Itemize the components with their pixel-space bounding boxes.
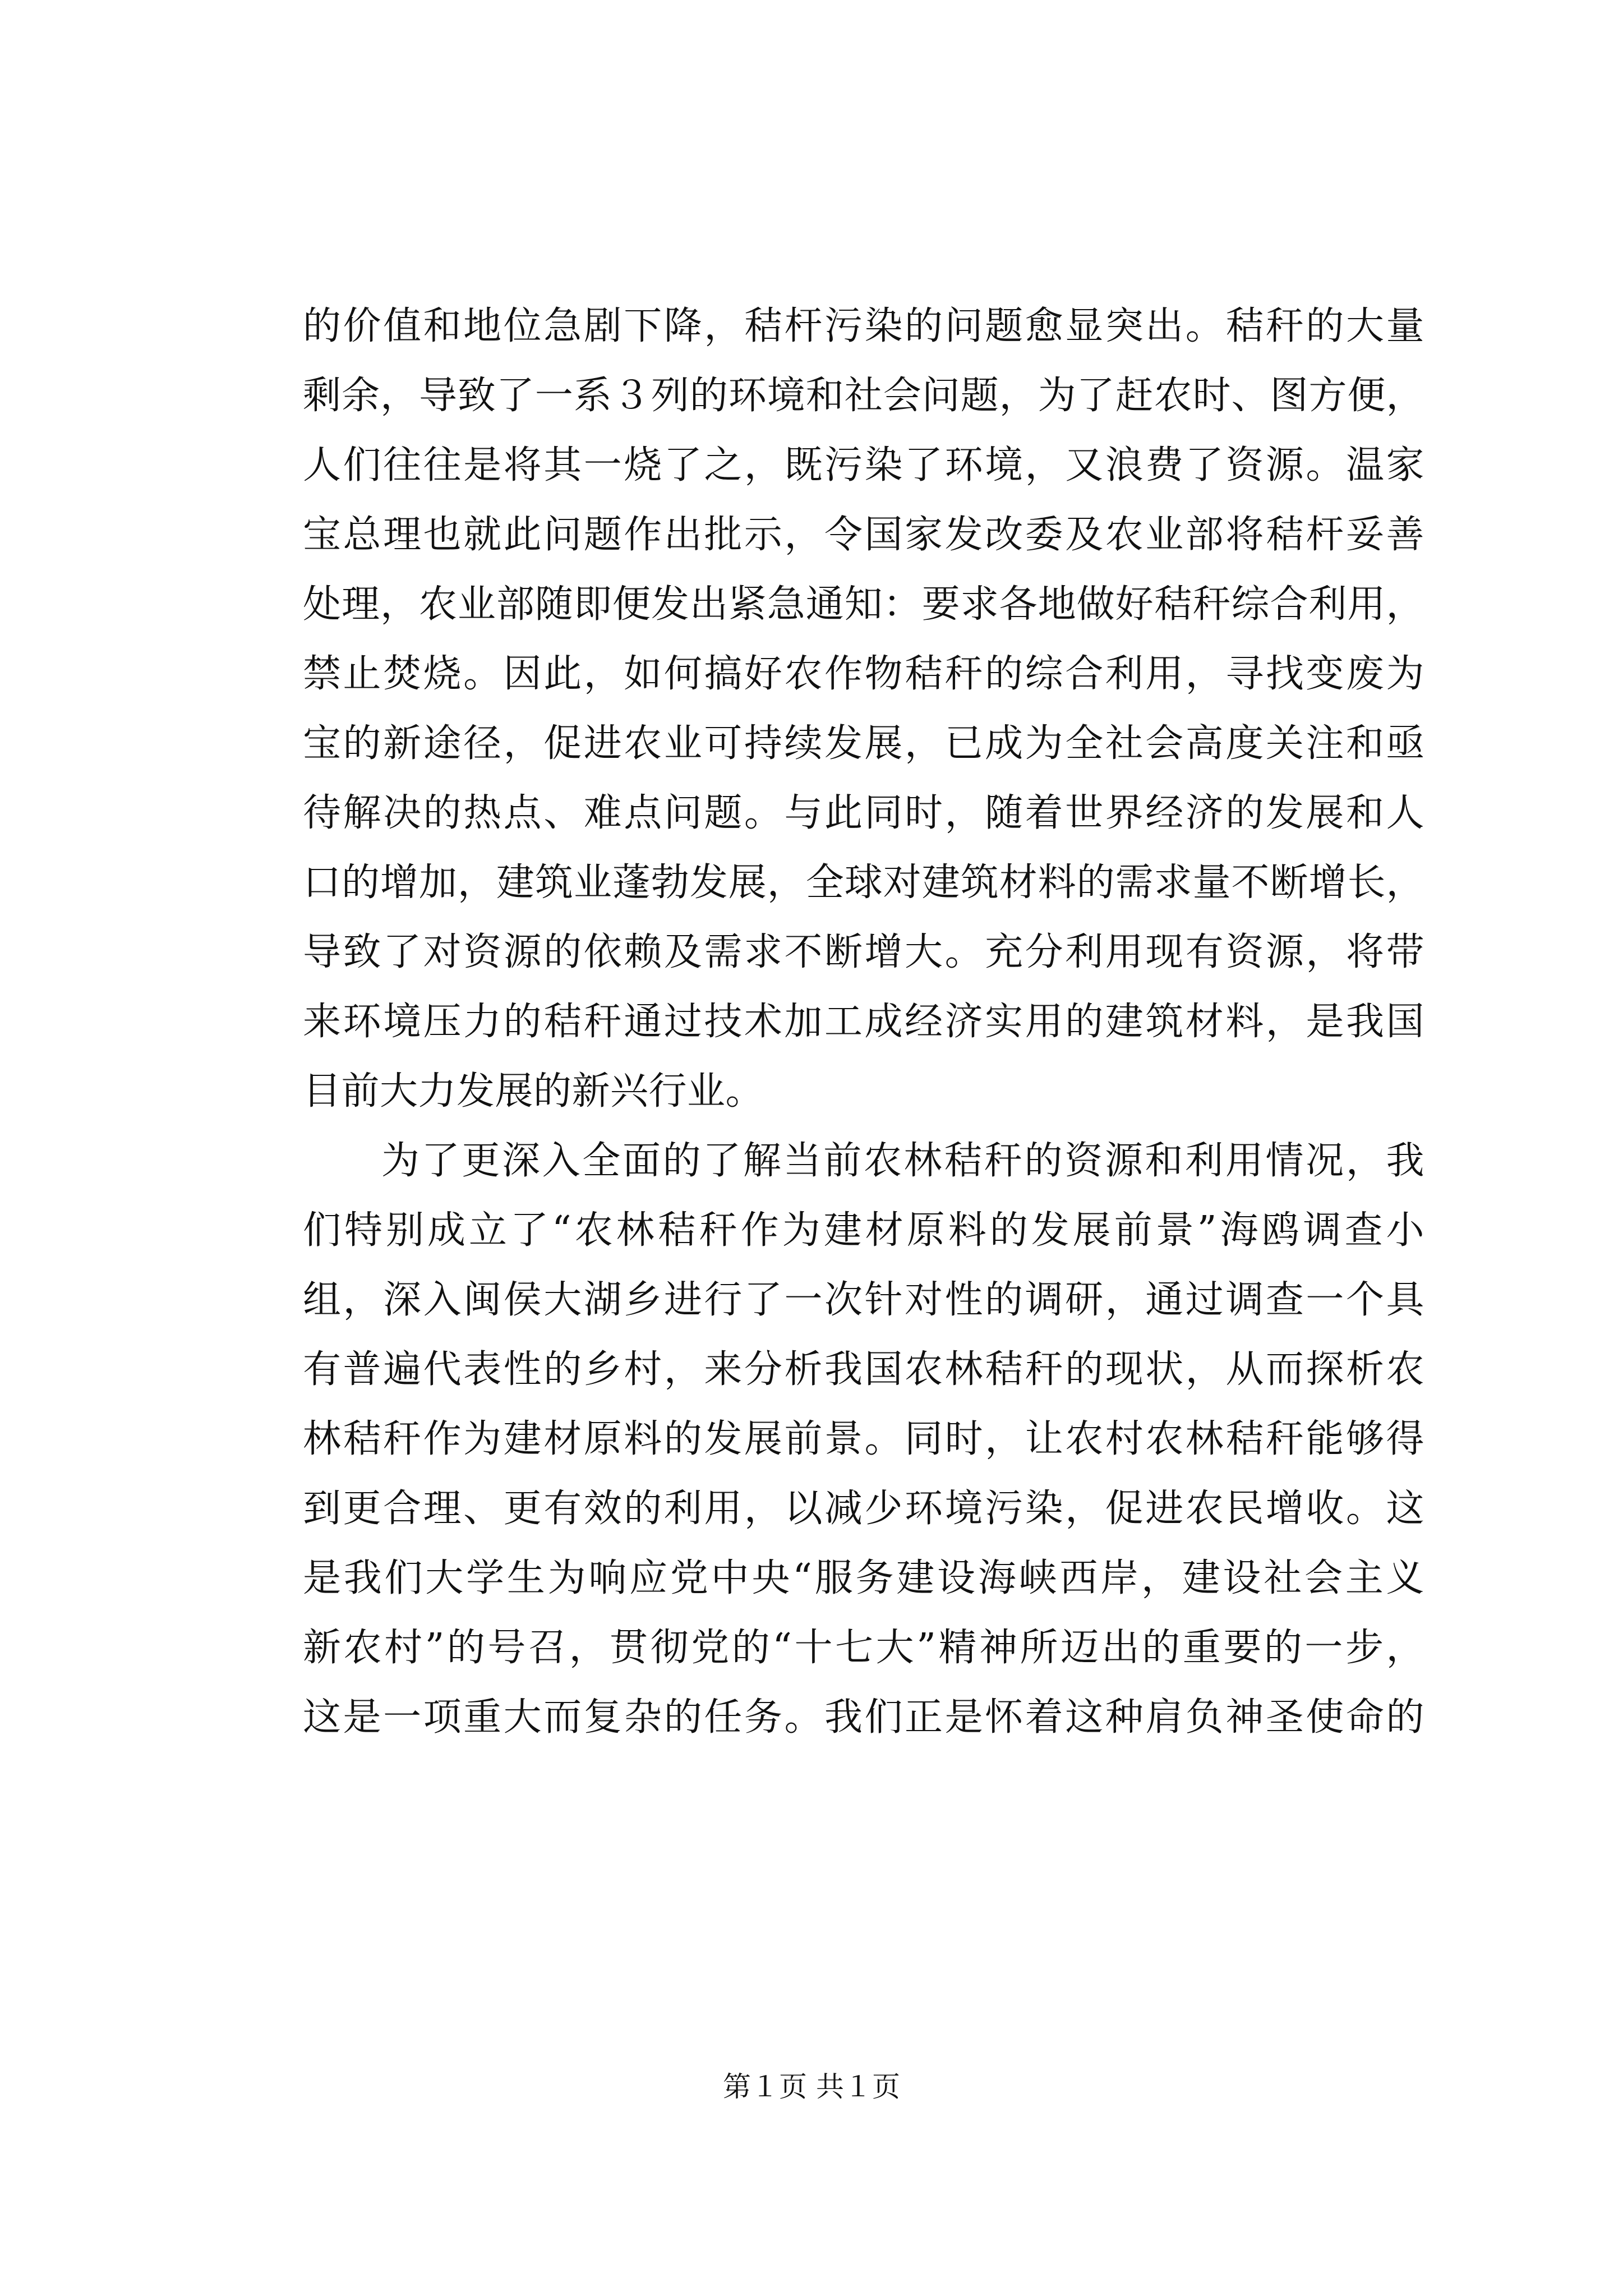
- text-line: 为了更深入全面的了解当前农林秸秆的资源和利用情况，我: [381, 1139, 1424, 1183]
- text-line: 林秸秆作为建材原料的发展前景。同时，让农村农林秸秆能够得: [303, 1417, 1424, 1461]
- text-line: 来环境压力的秸秆通过技术加工成经济实用的建筑材料，是我国: [303, 1000, 1424, 1044]
- text-line: 组，深入闽侯大湖乡进行了一次针对性的调研，通过调查一个具: [303, 1278, 1424, 1322]
- text-line: 这是一项重大而复杂的任务。我们正是怀着这种肩负神圣使命的: [303, 1695, 1424, 1740]
- text-line: 禁止焚烧。因此，如何搞好农作物秸秆的综合利用，寻找变废为: [303, 652, 1424, 696]
- text-line: 到更合理、更有效的利用，以减少环境污染，促进农民增收。这: [303, 1487, 1424, 1531]
- text-line: 口的增加，建筑业蓬勃发展，全球对建筑材料的需求量不断增长，: [303, 861, 1424, 905]
- page-footer: 第１页 共１页: [723, 2070, 900, 2103]
- text-line: 导致了对资源的依赖及需求不断增大。充分利用现有资源，将带: [303, 930, 1424, 974]
- paragraph-2: [303, 1126, 1424, 1752]
- text-line: 目前大力发展的新兴行业。: [303, 1069, 764, 1114]
- body-text: [303, 292, 1424, 1752]
- text-line: 的价值和地位急剧下降，秸杆污染的问题愈显突出。秸秆的大量: [303, 304, 1424, 348]
- text-line: 剩余，导致了一系３列的环境和社会问题，为了赶农时、图方便，: [303, 374, 1424, 418]
- text-line: 是我们大学生为响应党中央“服务建设海峡西岸，建设社会主义: [303, 1556, 1425, 1600]
- text-line: 有普遍代表性的乡村，来分析我国农林秸秆的现状，从而探析农: [303, 1347, 1424, 1392]
- text-line: 宝总理也就此问题作出批示，令国家发改委及农业部将秸杆妥善: [303, 513, 1424, 557]
- paragraph-1: [303, 292, 1424, 1126]
- text-line: 待解决的热点、难点问题。与此同时，随着世界经济的发展和人: [303, 791, 1424, 835]
- text-line: 宝的新途径，促进农业可持续发展，已成为全社会高度关注和亟: [303, 721, 1424, 766]
- text-line: 们特别成立了“农林秸秆作为建材原料的发展前景”海鸥调查小: [303, 1208, 1424, 1253]
- text-line: 人们往往是将其一烧了之，既污染了环境，又浪费了资源。温家: [303, 443, 1424, 487]
- text-line: 处理，农业部随即便发出紧急通知：要求各地做好秸秆综合利用，: [303, 582, 1424, 627]
- text-line: 新农村”的号召，贯彻党的“十七大”精神所迈出的重要的一步，: [303, 1626, 1424, 1670]
